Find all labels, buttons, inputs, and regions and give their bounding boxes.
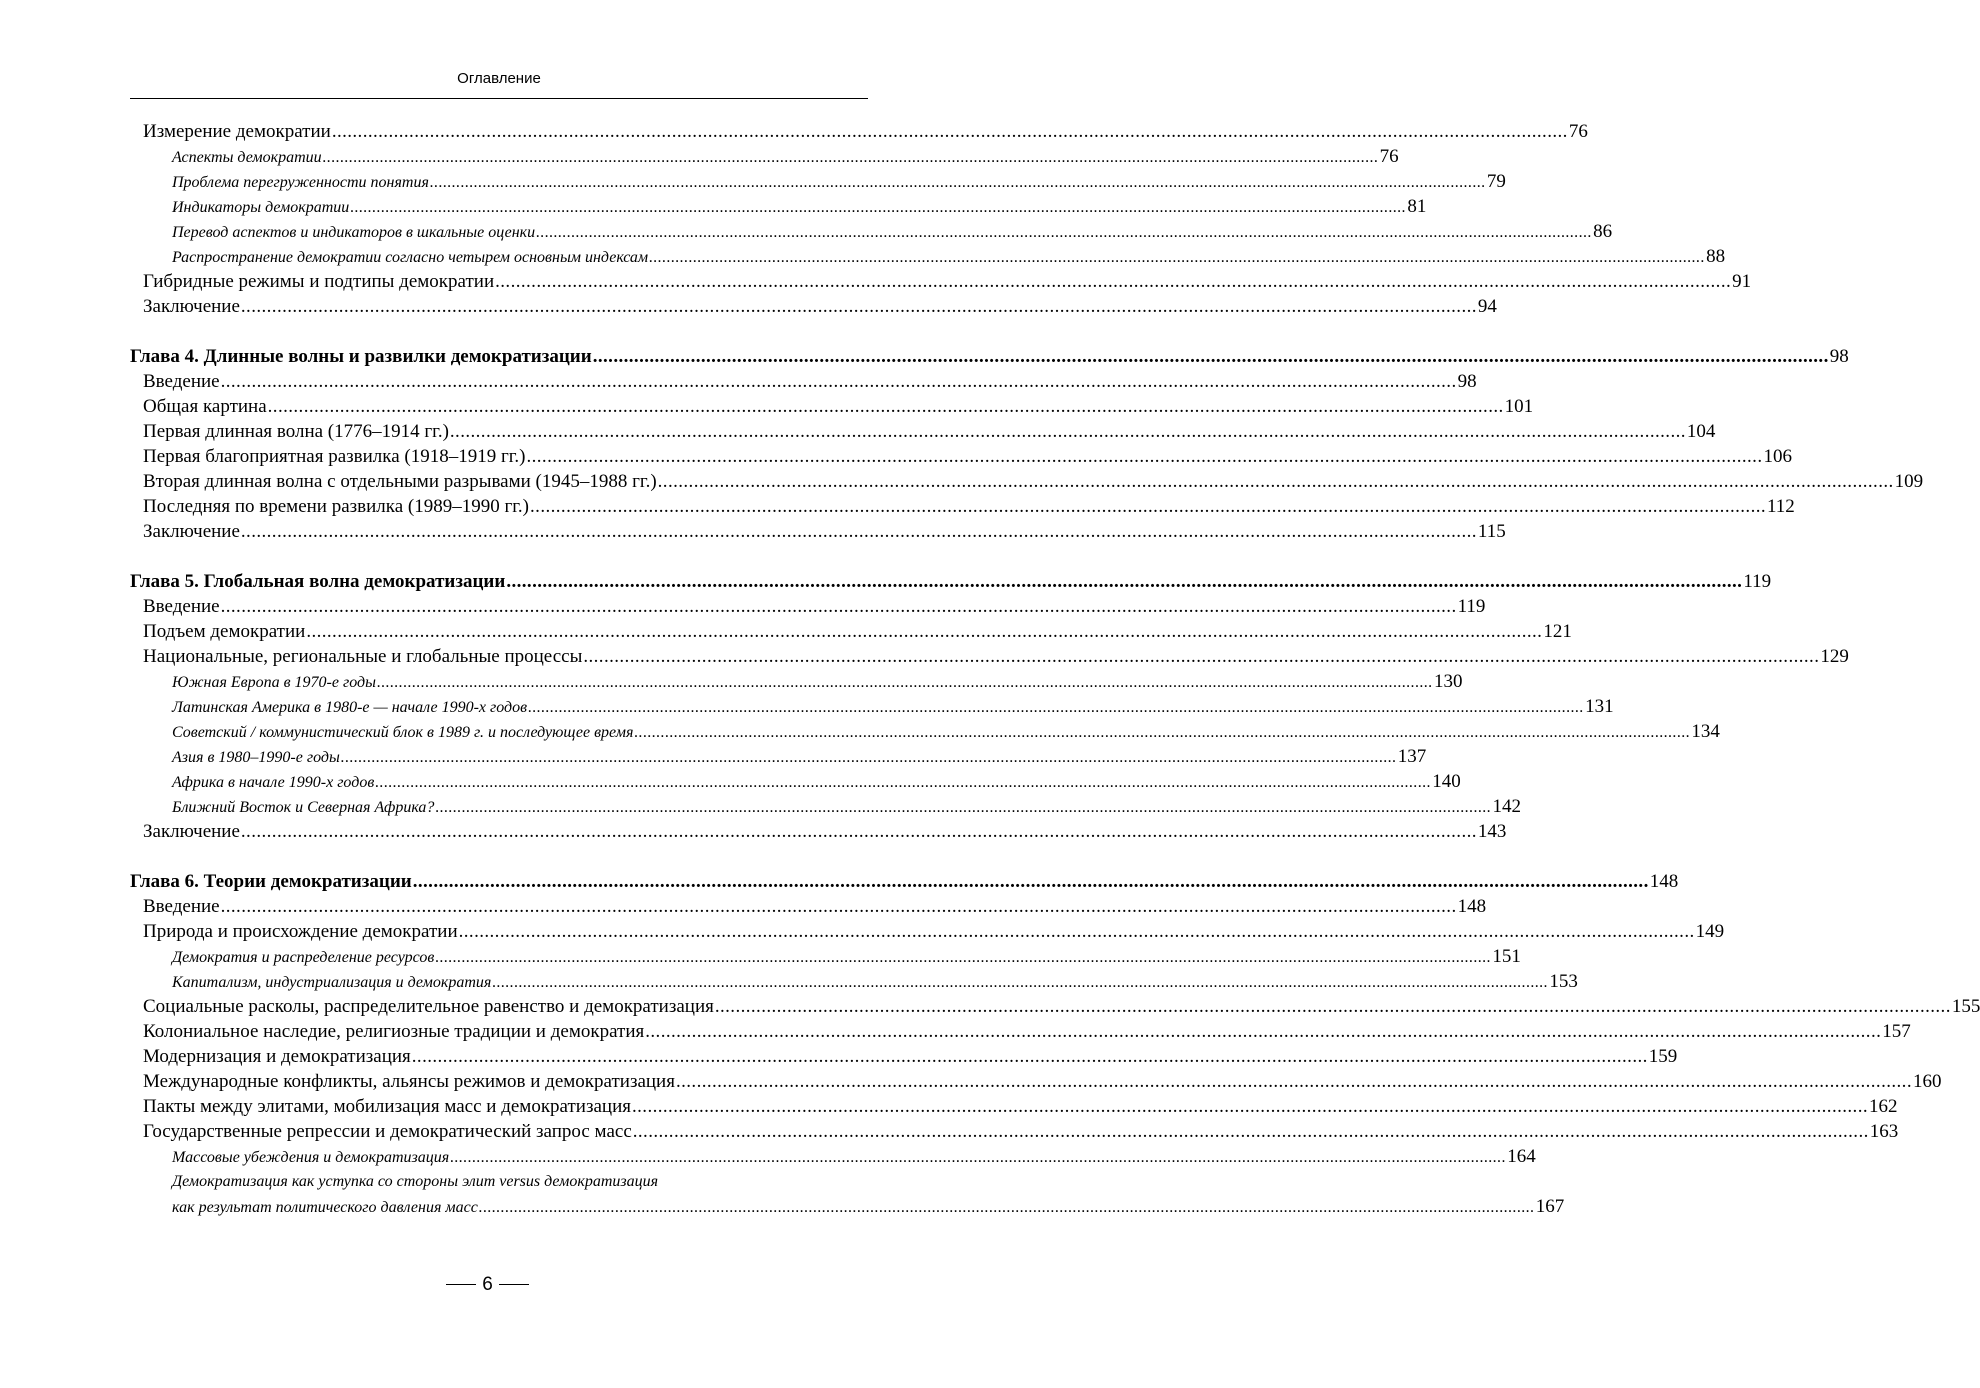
toc-entry-title: Африка в начале 1990-х годов [172, 774, 375, 791]
dot-leader [495, 269, 1731, 294]
dot-leader [450, 419, 1686, 444]
toc-entry-title: как результат политического давления масс [172, 1199, 478, 1216]
toc-section-entry[interactable] [130, 1044, 1678, 1069]
toc-entry-title: Модернизация и демократизация [143, 1046, 411, 1067]
toc-section-entry[interactable] [130, 594, 1486, 619]
toc-subsection-entry[interactable] [130, 169, 1506, 194]
toc-chapter-entry[interactable] [130, 569, 1772, 594]
toc-entry-page: 98 [1829, 346, 1849, 367]
toc-subsection-entry[interactable] [130, 769, 1461, 794]
toc-entry-page: 94 [1477, 296, 1497, 317]
toc-entry-title: Демократия и распределение ресурсов [172, 949, 435, 966]
toc-entry-page: 101 [1504, 396, 1534, 417]
toc-entry-title: Подъем демократии [143, 621, 306, 642]
toc-entry-page: 115 [1477, 521, 1506, 542]
toc-entry-title: Измерение демократии [143, 121, 331, 142]
toc-entry-title: Вторая длинная волна с отдельными разрывами (1945–1988 гг.) [143, 471, 657, 492]
toc-entry-title: Международные конфликты, альянсы режимов и демократизация [143, 1071, 675, 1092]
toc-entry-page: 76 [1379, 146, 1399, 167]
dot-leader [479, 1195, 1535, 1220]
toc-section-entry[interactable] [130, 894, 1487, 919]
toc-entry-page: 130 [1433, 671, 1463, 692]
toc-section-entry[interactable] [130, 919, 1725, 944]
toc-section-entry[interactable] [130, 519, 1506, 544]
toc-entry-page: 142 [1492, 796, 1521, 817]
dot-leader [459, 919, 1695, 944]
toc-section-entry[interactable] [130, 1094, 1898, 1119]
toc-section-entry[interactable] [130, 269, 1752, 294]
toc-entry-title: Заключение [143, 821, 240, 842]
toc-subsection-entry[interactable] [130, 219, 1613, 244]
dot-leader [241, 819, 1477, 844]
toc-chapter-entry[interactable] [130, 869, 1679, 894]
toc-entry-title: Ближний Восток и Северная Африка? [172, 799, 435, 816]
toc-entry-page: 121 [1543, 621, 1572, 642]
dot-leader [450, 1145, 1506, 1170]
toc-entry-title: Национальные, региональные и глобальные процессы [143, 646, 583, 667]
table-of-contents [130, 119, 1980, 1219]
dot-leader [526, 444, 1762, 469]
footer-dash-right [499, 1284, 529, 1285]
toc-subsection-entry[interactable] [130, 694, 1614, 719]
toc-entry-title: Заключение [143, 296, 240, 317]
dot-leader [634, 720, 1690, 745]
toc-entry-title: Капитализм, индустриализация и демократия [172, 974, 492, 991]
toc-entry-page: 98 [1457, 371, 1477, 392]
toc-entry-title: Латинская Америка в 1980-е — начале 1990-х годов [172, 699, 528, 716]
toc-entry-page: 157 [1882, 1021, 1911, 1042]
toc-entry-title: Пакты между элитами, мобилизация масс и демократизация [143, 1096, 631, 1117]
toc-entry-page: 143 [1477, 821, 1507, 842]
section-spacer [130, 319, 868, 344]
dot-leader [649, 245, 1705, 270]
dot-leader [435, 795, 1491, 820]
toc-entry-page: 162 [1869, 1096, 1898, 1117]
toc-entry-title: Гибридные режимы и подтипы демократии [143, 271, 495, 292]
dot-leader [528, 695, 1584, 720]
toc-entry-title: Введение [143, 596, 220, 617]
toc-entry-page: 148 [1649, 871, 1679, 892]
dot-leader [633, 1119, 1869, 1144]
dot-leader [413, 869, 1649, 894]
toc-entry-page: 112 [1767, 496, 1795, 517]
dot-leader [492, 970, 1548, 995]
toc-section-entry[interactable] [130, 419, 1716, 444]
toc-entry-title: Глава 5. Глобальная волна демократизации [130, 571, 506, 592]
toc-section-entry[interactable] [130, 369, 1477, 394]
toc-entry-page: 134 [1691, 721, 1720, 742]
dot-leader [632, 1094, 1868, 1119]
dot-leader [221, 894, 1457, 919]
toc-section-entry[interactable] [130, 619, 1572, 644]
dot-leader [221, 369, 1457, 394]
toc-entry-page: 153 [1549, 971, 1578, 992]
toc-subsection-entry[interactable] [130, 244, 1726, 269]
toc-subsection-entry[interactable] [130, 194, 1427, 219]
toc-entry-title: Введение [143, 371, 220, 392]
toc-entry-title: Последняя по времени развилка (1989–1990 гг.) [143, 496, 530, 517]
toc-entry-title: Первая благоприятная развилка (1918–1919 гг.) [143, 446, 526, 467]
dot-leader [658, 469, 1894, 494]
toc-entry-page: 106 [1763, 446, 1792, 467]
toc-subsection-entry[interactable] [130, 669, 1463, 694]
toc-subsection-entry[interactable] [130, 1194, 1565, 1219]
toc-entry-title: Советский / коммунистический блок в 1989 г. и последующее время [172, 724, 634, 741]
toc-section-entry[interactable] [130, 644, 1849, 669]
dot-leader [593, 344, 1829, 369]
toc-entry-title: Социальные расколы, распределительное равенство и демократизация [143, 996, 714, 1017]
toc-entry-page: 129 [1820, 646, 1849, 667]
toc-section-entry[interactable] [130, 294, 1497, 319]
toc-section-entry[interactable] [130, 394, 1534, 419]
toc-section-entry[interactable] [130, 494, 1795, 519]
toc-entry-title: Природа и происхождение демократии [143, 921, 458, 942]
dot-leader [306, 619, 1542, 644]
toc-entry-page: 86 [1593, 221, 1613, 242]
toc-entry-title: Государственные репрессии и демократический запрос масс [143, 1121, 632, 1142]
section-spacer [130, 844, 868, 869]
toc-subsection-entry[interactable] [130, 944, 1521, 969]
toc-section-entry[interactable] [130, 1069, 1942, 1094]
dot-leader [241, 519, 1477, 544]
toc-section-entry[interactable] [130, 994, 1980, 1019]
toc-entry-page: 148 [1457, 896, 1487, 917]
toc-entry-title: Распространение демократии согласно четырем основным индексам [172, 249, 649, 266]
dot-leader [323, 145, 1379, 170]
dot-leader [435, 945, 1491, 970]
dot-leader [332, 119, 1568, 144]
toc-section-entry[interactable] [130, 444, 1792, 469]
toc-section-entry[interactable] [130, 1119, 1899, 1144]
toc-entry-title: Колониальное наследие, религиозные традиции и демократия [143, 1021, 645, 1042]
toc-entry-page: 88 [1706, 246, 1726, 267]
toc-entry-page: 159 [1648, 1046, 1678, 1067]
toc-entry-page: 163 [1869, 1121, 1899, 1142]
toc-entry-page: 76 [1568, 121, 1588, 142]
dot-leader [341, 745, 1397, 770]
footer-dash-left [446, 1284, 476, 1285]
dot-leader [377, 670, 1433, 695]
toc-section-entry[interactable] [130, 1019, 1911, 1044]
toc-entry-title: Перевод аспектов и индикаторов в шкальные оценки [172, 224, 536, 241]
toc-subsection-entry[interactable] [130, 719, 1720, 744]
section-spacer [130, 544, 868, 569]
toc-entry-page: 91 [1732, 271, 1752, 292]
dot-leader [645, 1019, 1881, 1044]
toc-subsection-entry[interactable] [130, 794, 1521, 819]
toc-entry-title: Азия в 1980–1990-е годы [172, 749, 340, 766]
toc-entry-page: 104 [1686, 421, 1716, 442]
toc-entry-page: 167 [1535, 1196, 1565, 1217]
toc-entry-title: Заключение [143, 521, 240, 542]
toc-entry-page: 119 [1457, 596, 1486, 617]
toc-entry-title: Южная Европа в 1970-е годы [172, 674, 376, 691]
toc-entry-page: 164 [1507, 1146, 1536, 1167]
toc-entry-continuation: Демократизация как уступка со стороны элит versus демократизация [172, 1173, 659, 1190]
toc-section-entry[interactable] [130, 819, 1507, 844]
toc-entry-title: Общая картина [143, 396, 267, 417]
toc-entry-title: Индикаторы демократии [172, 199, 350, 216]
dot-leader [583, 644, 1819, 669]
toc-entry-title: Первая длинная волна (1776–1914 гг.) [143, 421, 449, 442]
toc-entry-page: 109 [1894, 471, 1924, 492]
dot-leader [221, 594, 1457, 619]
dot-leader [715, 994, 1951, 1019]
header-rule [130, 98, 868, 99]
toc-entry-page: 160 [1912, 1071, 1942, 1092]
toc-entry-page: 137 [1397, 746, 1427, 767]
page-footer [0, 1274, 975, 1296]
toc-section-entry[interactable] [130, 469, 1924, 494]
dot-leader [412, 1044, 1648, 1069]
toc-entry-title: Аспекты демократии [172, 149, 322, 166]
toc-entry-title: Проблема перегруженности понятия [172, 174, 429, 191]
toc-subsection-entry[interactable] [130, 969, 1578, 994]
dot-leader [506, 569, 1742, 594]
running-header: Оглавление [457, 70, 541, 87]
dot-leader [350, 195, 1406, 220]
toc-entry-page: 81 [1407, 196, 1427, 217]
toc-entry-page: 131 [1585, 696, 1614, 717]
dot-leader [268, 394, 1504, 419]
dot-leader [530, 494, 1766, 519]
dot-leader [536, 220, 1592, 245]
toc-subsection-entry[interactable] [130, 1144, 1536, 1169]
toc-subsection-entry[interactable] [130, 744, 1427, 769]
dot-leader [430, 170, 1486, 195]
toc-entry-title: Введение [143, 896, 220, 917]
dot-leader [676, 1069, 1912, 1094]
toc-entry-title: Массовые убеждения и демократизация [172, 1149, 450, 1166]
toc-entry-page: 151 [1492, 946, 1521, 967]
toc-entry-title: Глава 4. Длинные волны и развилки демократизации [130, 346, 592, 367]
dot-leader [241, 294, 1477, 319]
dot-leader [375, 770, 1431, 795]
toc-entry-page: 149 [1695, 921, 1725, 942]
toc-entry-page: 79 [1486, 171, 1506, 192]
toc-entry-page: 155 [1951, 996, 1980, 1017]
page-number: 6 [482, 1274, 493, 1295]
toc-entry-title: Глава 6. Теории демократизации [130, 871, 412, 892]
toc-entry-page: 140 [1432, 771, 1461, 792]
toc-entry-page: 119 [1743, 571, 1772, 592]
toc-section-entry[interactable] [130, 119, 1588, 144]
toc-subsection-entry[interactable] [130, 144, 1399, 169]
toc-chapter-entry[interactable] [130, 344, 1849, 369]
